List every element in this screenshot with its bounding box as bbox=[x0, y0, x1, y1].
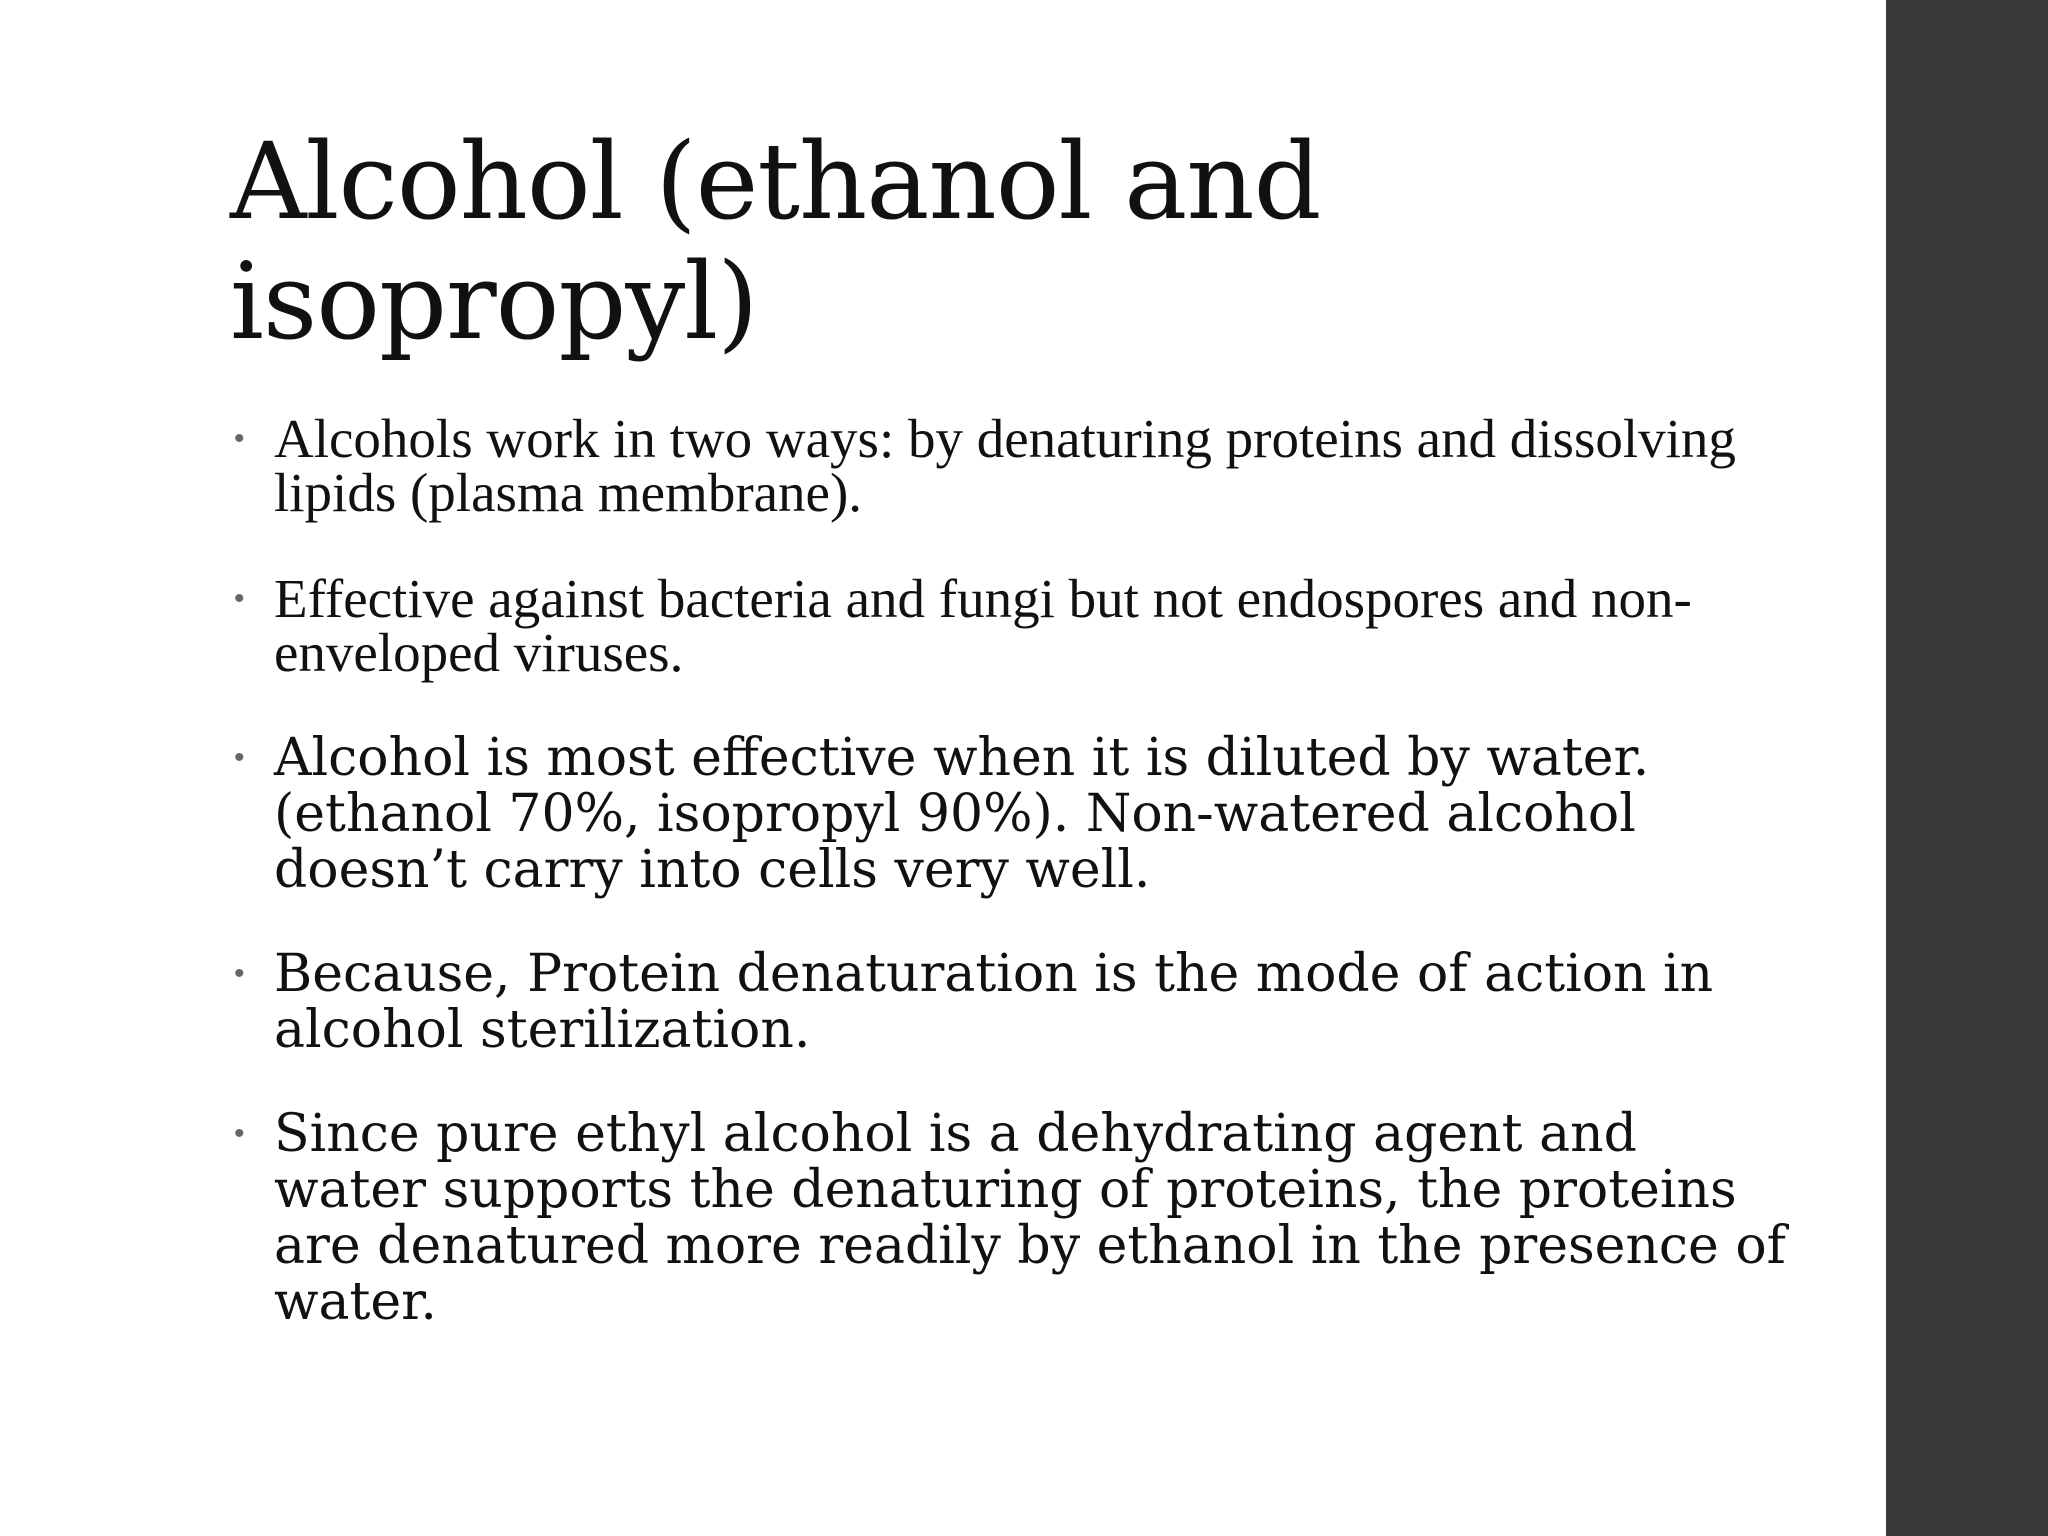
bullet-item bbox=[230, 946, 1790, 1058]
bullet-marker: • bbox=[234, 422, 245, 455]
bullet-text: Because, Protein denaturation is the mode of action in alcohol sterilization. bbox=[274, 944, 1714, 1060]
bullet-list bbox=[230, 408, 1790, 1332]
bullet-text: Alcohols work in two ways: by denaturing proteins and dissolving lipids (plasma membrane). bbox=[274, 408, 1736, 523]
side-accent-bar bbox=[1886, 0, 2048, 1536]
bullet-marker: • bbox=[234, 1117, 245, 1150]
bullet-marker: • bbox=[234, 741, 245, 774]
slide-title: Alcohol (ethanol and isopropyl) bbox=[230, 120, 1321, 363]
bullet-marker: • bbox=[234, 957, 245, 990]
bullet-item bbox=[230, 568, 1790, 683]
bullet-marker: • bbox=[234, 582, 245, 615]
bullet-text: Since pure ethyl alcohol is a dehydrating agent and water supports the denaturing of proteins, the proteins are denatured more readily by ethanol in the presence of water. bbox=[274, 1104, 1786, 1332]
bullet-text: Effective against bacteria and fungi but not endospores and non-enveloped viruses. bbox=[274, 568, 1692, 683]
bullet-text: Alcohol is most effective when it is diluted by water. (ethanol 70%, isopropyl 90%). Non-watered alcohol doesn’t carry into cells very well. bbox=[274, 728, 1650, 900]
bullet-item bbox=[230, 730, 1790, 898]
bullet-item bbox=[230, 408, 1790, 523]
bullet-item bbox=[230, 1106, 1790, 1330]
